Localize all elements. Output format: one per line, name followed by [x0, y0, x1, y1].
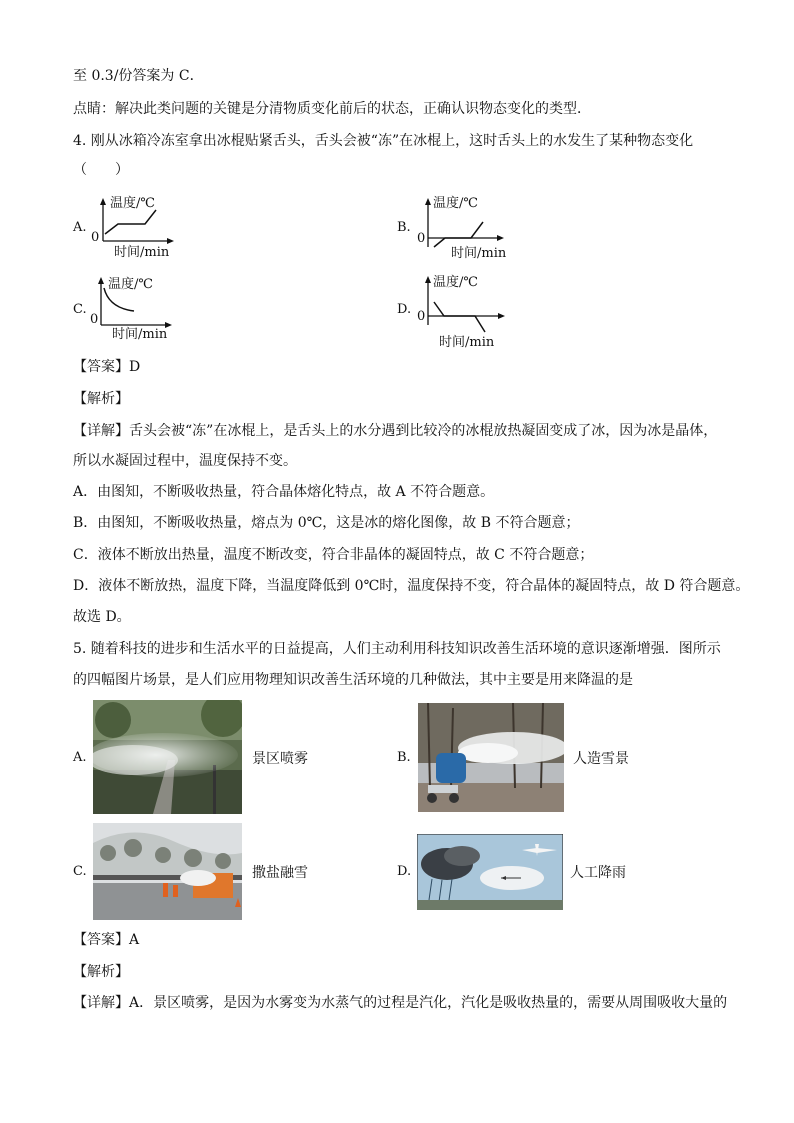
y-axis-label: 温度/℃	[433, 275, 478, 290]
text-line: 点睛：解决此类问题的关键是分清物质变化前后的状态，正确认识物态变化的类型．	[73, 101, 591, 117]
option-b-letter: B.	[397, 220, 411, 235]
answer-5: 【答案】A	[73, 932, 140, 948]
zero-label: 0	[417, 309, 426, 324]
option-d-letter: D.	[397, 864, 412, 879]
option-b-caption: 人造雪景	[573, 751, 629, 767]
option-a-caption: 景区喷雾	[252, 751, 308, 767]
option-a-letter: A.	[73, 220, 87, 235]
salt-snow-melting-photo	[93, 823, 242, 920]
snow-cannon	[436, 753, 466, 783]
answer-4: 【答案】D	[73, 359, 141, 375]
choice-conclusion: 故选 D。	[73, 609, 131, 625]
option-a-letter: A.	[73, 750, 87, 765]
y-axis-label: 温度/℃	[110, 196, 155, 211]
zero-label: 0	[90, 312, 99, 327]
option-c-letter: C.	[73, 864, 87, 879]
x-axis-label: 时间/min	[439, 335, 495, 350]
detail-text: 【详解】A．景区喷雾，是因为水雾变为水蒸气的过程是汽化，汽化是吸收热量的，需要从周围吸收大量的	[73, 995, 728, 1011]
artificial-snow-photo	[418, 703, 564, 812]
curve	[105, 210, 156, 234]
x-axis-label: 时间/min	[112, 327, 168, 342]
y-axis-label: 温度/℃	[433, 196, 478, 211]
option-c-letter: C.	[73, 302, 87, 317]
option-d-letter: D.	[397, 302, 412, 317]
detail-text: 【详解】舌头会被“冻”在冰棍上，是舌头上的水分遇到比较冷的冰棍放热凝固变成了冰，因为冰是晶体，	[73, 423, 718, 439]
x-axis-label: 时间/min	[451, 246, 507, 261]
analysis-heading: 【解析】	[73, 964, 129, 980]
graph-b-melting-ice	[413, 190, 518, 262]
graph-d-solidification	[413, 270, 518, 352]
artificial-rain-diagram	[417, 834, 563, 910]
zero-label: 0	[91, 230, 100, 245]
analysis-heading: 【解析】	[73, 391, 129, 407]
question-5-stem: 的四幅图片场景，是人们应用物理知识改善生活环境的几种做法，其中主要是用来降温的是	[73, 672, 633, 688]
graph-c-amorphous	[88, 270, 188, 342]
question-5-stem: 5. 随着科技的进步和生活水平的日益提高，人们主动利用科技知识改善生活环境的意识逐渐增强．图所示	[73, 641, 721, 657]
x-axis-label: 时间/min	[114, 245, 170, 260]
zero-label: 0	[417, 231, 426, 246]
option-a-explanation: A．由图知，不断吸收热量，符合晶体熔化特点，故 A 不符合题意。	[73, 484, 495, 500]
y-axis-label: 温度/℃	[108, 277, 153, 292]
scenic-spray-photo	[93, 700, 242, 814]
option-c-caption: 撒盐融雪	[252, 865, 308, 881]
option-b-explanation: B．由图知，不断吸收热量，熔点为 0℃，这是冰的熔化图像，故 B 不符合题意；	[73, 515, 580, 531]
answer-parentheses: （ ）	[73, 162, 129, 178]
curve	[434, 222, 483, 247]
question-4-stem: 4. 刚从冰箱冷冻室拿出冰棍贴紧舌头，舌头会被“冻”在冰棍上，这时舌头上的水发生了某种物态变化	[73, 133, 694, 149]
option-c-explanation: C．液体不断放出热量，温度不断改变，符合非晶体的凝固特点，故 C 不符合题意；	[73, 547, 594, 563]
option-d-caption: 人工降雨	[570, 865, 626, 881]
option-b-letter: B.	[397, 750, 411, 765]
curve	[434, 302, 485, 332]
graph-a-melting	[88, 190, 188, 260]
text-line: 至 0.3/份答案为 C．	[73, 68, 204, 84]
option-d-explanation: D．液体不断放热，温度下降，当温度降低到 0℃时，温度保持不变，符合晶体的凝固特点，故 D 符合题意。	[73, 578, 750, 594]
detail-text: 所以水凝固过程中，温度保持不变。	[73, 453, 297, 469]
